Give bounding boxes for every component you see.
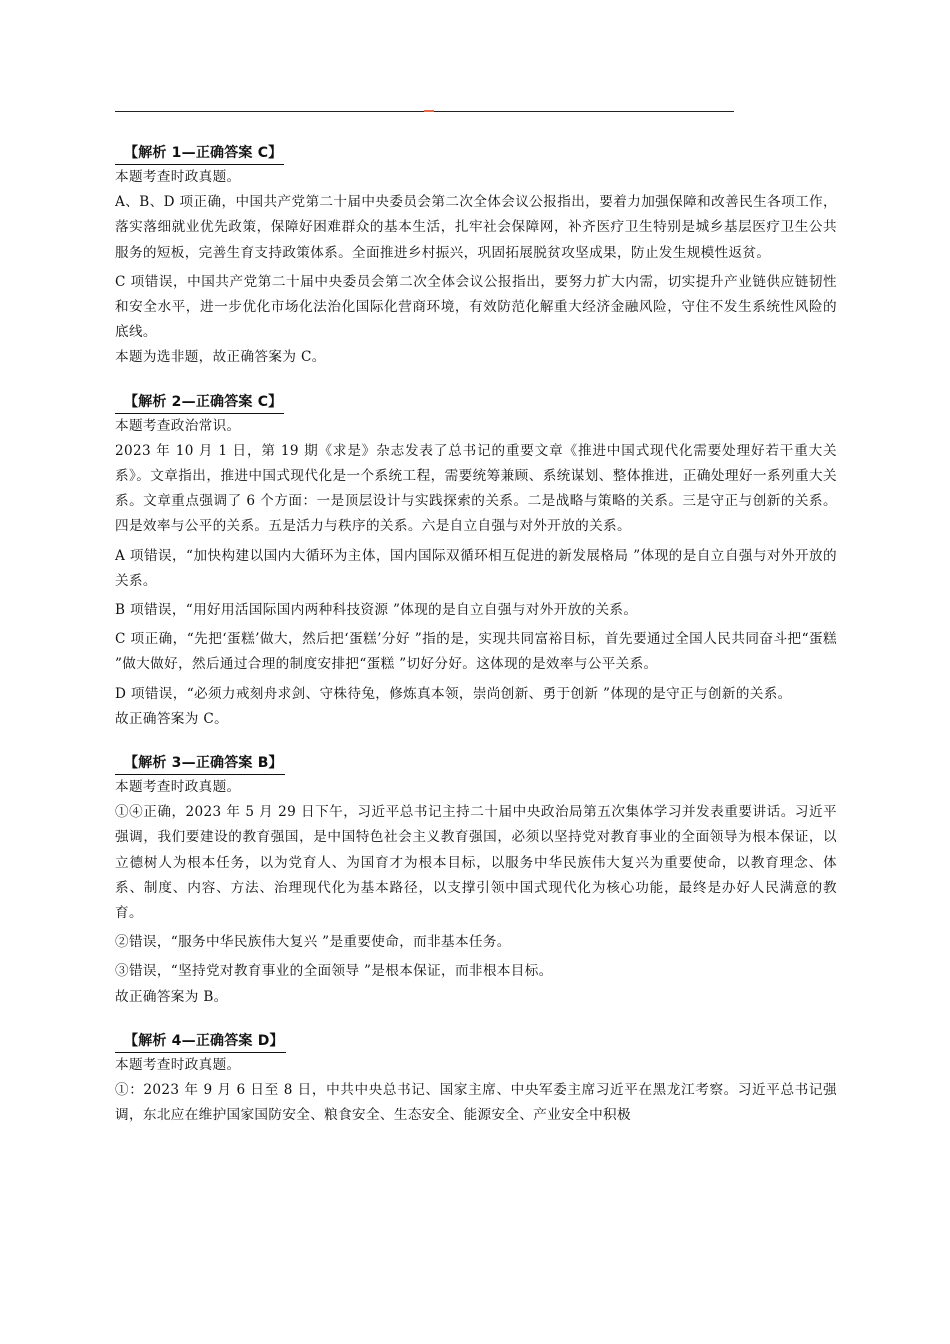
paragraph: A 项错误，“加快构建以国内大循环为主体，国内国际双循环相互促进的新发展格局 ”体现的是自立自强与对外开放的关系。 [115, 547, 837, 589]
paragraph: C 项正确，“先把‘蛋糕’做大，然后把‘蛋糕’分好 ”指的是，实现共同富裕目标，首先要通过全国人民共同奋斗把“蛋糕 ”做大做好，然后通过合理的制度安排把“蛋糕 ”切好分好。这体现的是效率与公平关系。 [115, 631, 837, 673]
analysis-section-1 [115, 142, 837, 371]
paragraph: 本题考查时政真题。 [115, 1056, 241, 1073]
analysis-section-3 [115, 752, 837, 1010]
analysis-section-4 [115, 1030, 837, 1129]
analysis-heading: 【解析 4—正确答案 D】 [115, 1030, 286, 1053]
paragraph: B 项错误，“用好用活国际国内两种科技资源 ”体现的是自立自强与对外开放的关系。 [115, 602, 638, 619]
paragraph: D 项错误，“必须力戒刻舟求剑、守株待兔，修炼真本领，崇尚创新、勇于创新 ”体现的是守正与创新的关系。 [115, 685, 792, 702]
analysis-heading: 【解析 3—正确答案 B】 [115, 752, 285, 775]
paragraph: ③错误，“坚持党对教育事业的全面领导 ”是根本保证，而非根本目标。 [115, 963, 553, 980]
paragraph: ②错误，“服务中华民族伟大复兴 ”是重要使命，而非基本任务。 [115, 934, 511, 951]
paragraph: 本题考查时政真题。 [115, 169, 241, 185]
analysis-heading: 【解析 1—正确答案 C】 [115, 142, 284, 165]
document-body [115, 142, 837, 1149]
paragraph: 本题为选非题，故正确答案为 C。 [115, 349, 326, 366]
paragraph: 故正确答案为 C。 [115, 710, 229, 727]
paragraph: 本题考查时政真题。 [115, 779, 241, 796]
paragraph: 2023 年 10 月 1 日，第 19 期《求是》杂志发表了总书记的重要文章《推进中国式现代化需要处理好若干重大关系》。文章指出，推进中国式现代化是一个系统工程，需要统筹兼顾、系统谋划、整体推进，正确处理好一系列重大关系。文章重点强调了 6 个方面：一是顶层设计与实践探索的关系。二是战略与策略的关系。三是守正与创新的关系。四是效率与公平的关系。五是活力与秩序的关系。六是自立自强与对外开放的关系。 [115, 442, 837, 535]
analysis-heading: 【解析 2—正确答案 C】 [115, 391, 284, 414]
header-rule-mark [424, 110, 434, 112]
analysis-section-2 [115, 391, 837, 732]
paragraph: ①：2023 年 9 月 6 日至 8 日，中共中央总书记、国家主席、中央军委主席习近平在黑龙江考察。习近平总书记强调，东北应在维护国家国防安全、粮食安全、生态安全、能源安全、产业安全中积极 [115, 1082, 837, 1124]
paragraph: C 项错误，中国共产党第二十届中央委员会第二次全体会议公报指出，要努力扩大内需，切实提升产业链供应链韧性和安全水平，进一步优化市场化法治化国际化营商环境，有效防范化解重大经济金融风险，守住不发生系统性风险的底线。 [115, 273, 837, 341]
paragraph: 本题考查政治常识。 [115, 417, 241, 434]
paragraph: ①④正确，2023 年 5 月 29 日下午，习近平总书记主持二十届中央政治局第五次集体学习并发表重要讲话。习近平强调，我们要建设的教育强国，是中国特色社会主义教育强国，必须以坚持党对教育事业的全面领导为根本保证，以立德树人为根本任务，以为党育人、为国育才为根本目标，以服务中华民族伟大复兴为重要使命，以教育理念、体系、制度、内容、方法、治理现代化为基本路径，以支撑引领中国式现代化为核心功能，最终是办好人民满意的教育。 [115, 804, 837, 922]
paragraph: 故正确答案为 B。 [115, 988, 228, 1005]
paragraph: A、B、D 项正确，中国共产党第二十届中央委员会第二次全体会议公报指出，要着力加强保障和改善民生各项工作，落实落细就业优先政策，保障好困难群众的基本生活，扎牢社会保障网，补齐医疗卫生特别是城乡基层医疗卫生公共服务的短板，完善生育支持政策体系。全面推进乡村振兴，巩固拓展脱贫攻坚成果，防止发生规模性返贫。 [115, 194, 837, 261]
